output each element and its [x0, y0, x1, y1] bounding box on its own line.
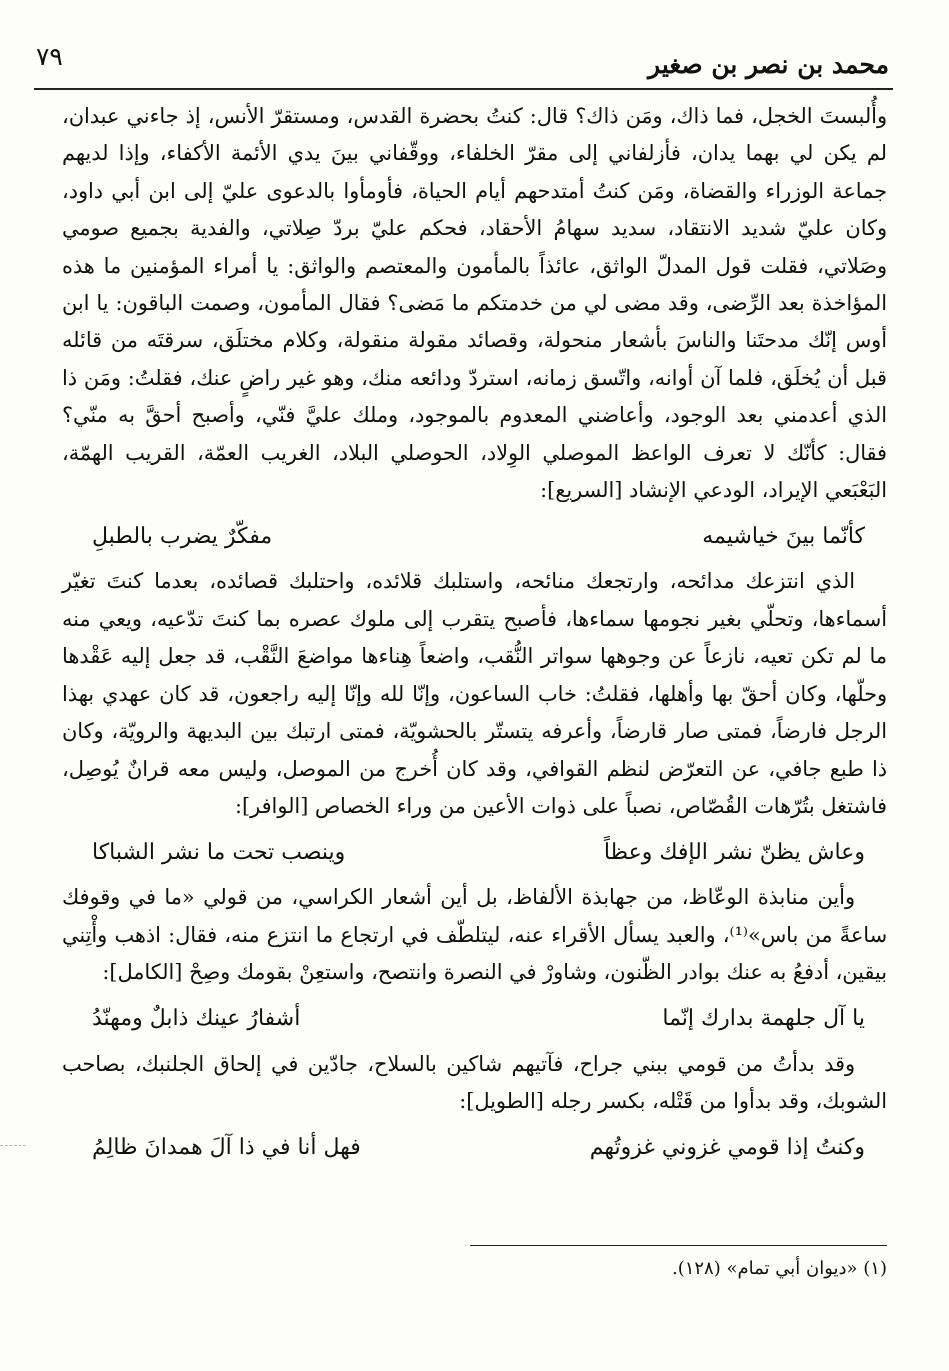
- paragraph-4: وقد بدأتُ من قومي ببني جراح، فآتيهم شاكين بالسلاح، جادّين في إلحاق الجلنبك، بصاحب الشوبك، وقد بدأوا من قَتْله، بكسر رجله [الطويل]:: [62, 1051, 887, 1113]
- verse-3-second-hemistich: أشفارُ عينك ذابلٌ ومهنّدُ: [92, 1005, 301, 1031]
- paragraph-3: وأين منابذة الوعّاظ، من جهابذة الألفاظ، بل أين أشعار الكراسي، من قولي «ما في وقوفك ساعةً من باس»⁽¹⁾، والعبد يسأل الأقراء عنه، ليتلطّف في ارتجاع ما انتزع منه، فقال: اذهب وأْتِني بيقين، أدفعُ به عنك بوادر الظّنون، وشاورْ في النصرة وانتصح، واستعِنْ بقومك وصِحْ [الكامل]:: [62, 885, 887, 985]
- verse-3: [62, 992, 887, 1046]
- verse-2-first-hemistich: وعاش يظنّ نشر الإفك وعظاً: [603, 839, 865, 865]
- running-title: محمد بن نصر بن صغير: [648, 50, 889, 79]
- scan-margin-mark: [0, 1145, 26, 1146]
- paragraph-2: الذي انتزعك مدائحه، وارتجعك منائحه، واستلبك قلائده، واحتلبك قصائده، بعدما كنتَ تغيّر أسماءها، وتحلّي بغير نجومها سماءها، فأصبح يتقرب إلى ملوك عصره بما كنتَ تدّعيه، ويعي منه ما لم تكن تعيه، نازعاً عن وجوهها سواتر النُّقب، واضعاً هِناءها مواضعَ النَّقْب، قد جعل إليه عَقْدها وحلّها، وكان أحقّ بها وأهلها، فقلتُ: خاب الساعون، وإنّا لله وإنّا إليه راجعون، قد كان عهدي بهذا الرجل فارضاً، فمتى صار قارضاً، وأعرفه يتستّر بالحشويّة، فمتى ارتبك بين البديهة والرويّة، وكان ذا طبع جافي، عن التعرّض لنظم القوافي، وقد كان أُخرج من الموصل، وليس معه قرانٌ يُوصِل، فاشتغل بتُرّهات القُصّاص، نصباً على ذوات الأعين من وراء الخصاص [الوافر]:: [62, 569, 887, 818]
- page-number: ٧٩: [36, 42, 63, 71]
- verse-1-first-hemistich: كأنّما بينَ خياشيمه: [702, 523, 865, 549]
- footnote-rule: [470, 1245, 887, 1246]
- verse-2-second-hemistich: وينصب تحت ما نشر الشباكا: [92, 839, 346, 865]
- footnote: (١) «ديوان أبي تمام» (١٢٨).: [671, 1258, 887, 1279]
- header-rule: [34, 88, 893, 90]
- paragraph-1: وأُلبستَ الخجل، فما ذاك، ومَن ذاك؟ قال: كنتُ بحضرة القدس، ومستقرّ الأنس، إذ جاءني عبدان، لم يكن لي بهما يدان، فأزلفاني إلى مقرّ الخلفاء، ووقّفاني بينَ يدي الأئمة الأكفاء، وإذا لديهم جماعة الوزراء والقضاة، ومَن كنتُ أمتدحهم أيام الحياة، فأومأوا بالدعوى عليّ إلى ابن أبي داود، وكان عليّ شديد الانتقاد، سديد سهامُ الأحقاد، فحكم عليّ بردّ صِلاتي، والفدية بجميع صومي وصَلاتي، فقلت قول المدلّ الواثق، عائذاً بالمأمون والمعتصم والواثق: يا أمراء المؤمنين ما هذه المؤاخذة بعد الرِّضى، وقد مضى لي من خدمتكم ما مَضى؟ فقال المأمون، وصمت الباقون: يا ابن أوس إنّك مدحتَنا والناسَ بأشعار منحولة، وقصائد مقولة منقولة، وكلام مختلَق، سرقتَه من قائله قبل أن يُخلَق، فلما آن أوانه، واتّسق زمانه، استردّ ودائعه منك، وهو غير راضٍ عنك، فقلتُ: ومَن ذا الذي أعدمني بعد الوجود، وأعاضني المعدوم بالموجود، وملك عليَّ فنّي، وأصبح أحقَّ به منّي؟ فقال: كأنّك لا تعرف الواعظ الموصلي الوِلاد، الحوصلي البلاد، الغريب العمّة، القريب الهمّة، البَعْبَعي الإيراد، الودعي الإنشاد [السريع]:: [62, 104, 888, 503]
- verse-4-second-hemistich: فهل أنا في ذا آلَ همدانَ ظالِمُ: [92, 1134, 361, 1160]
- verse-2: [62, 825, 887, 879]
- verse-4: [62, 1120, 887, 1174]
- verse-3-first-hemistich: يا آل جلهمة بدارك إنّما: [662, 1005, 865, 1031]
- verse-1: [62, 509, 887, 563]
- main-text: [62, 98, 887, 1174]
- verse-4-first-hemistich: وكنتُ إذا قومي غزوني غزوتُهم: [589, 1134, 865, 1160]
- verse-1-second-hemistich: مفكّرٌ يضرب بالطبلِ: [92, 523, 273, 549]
